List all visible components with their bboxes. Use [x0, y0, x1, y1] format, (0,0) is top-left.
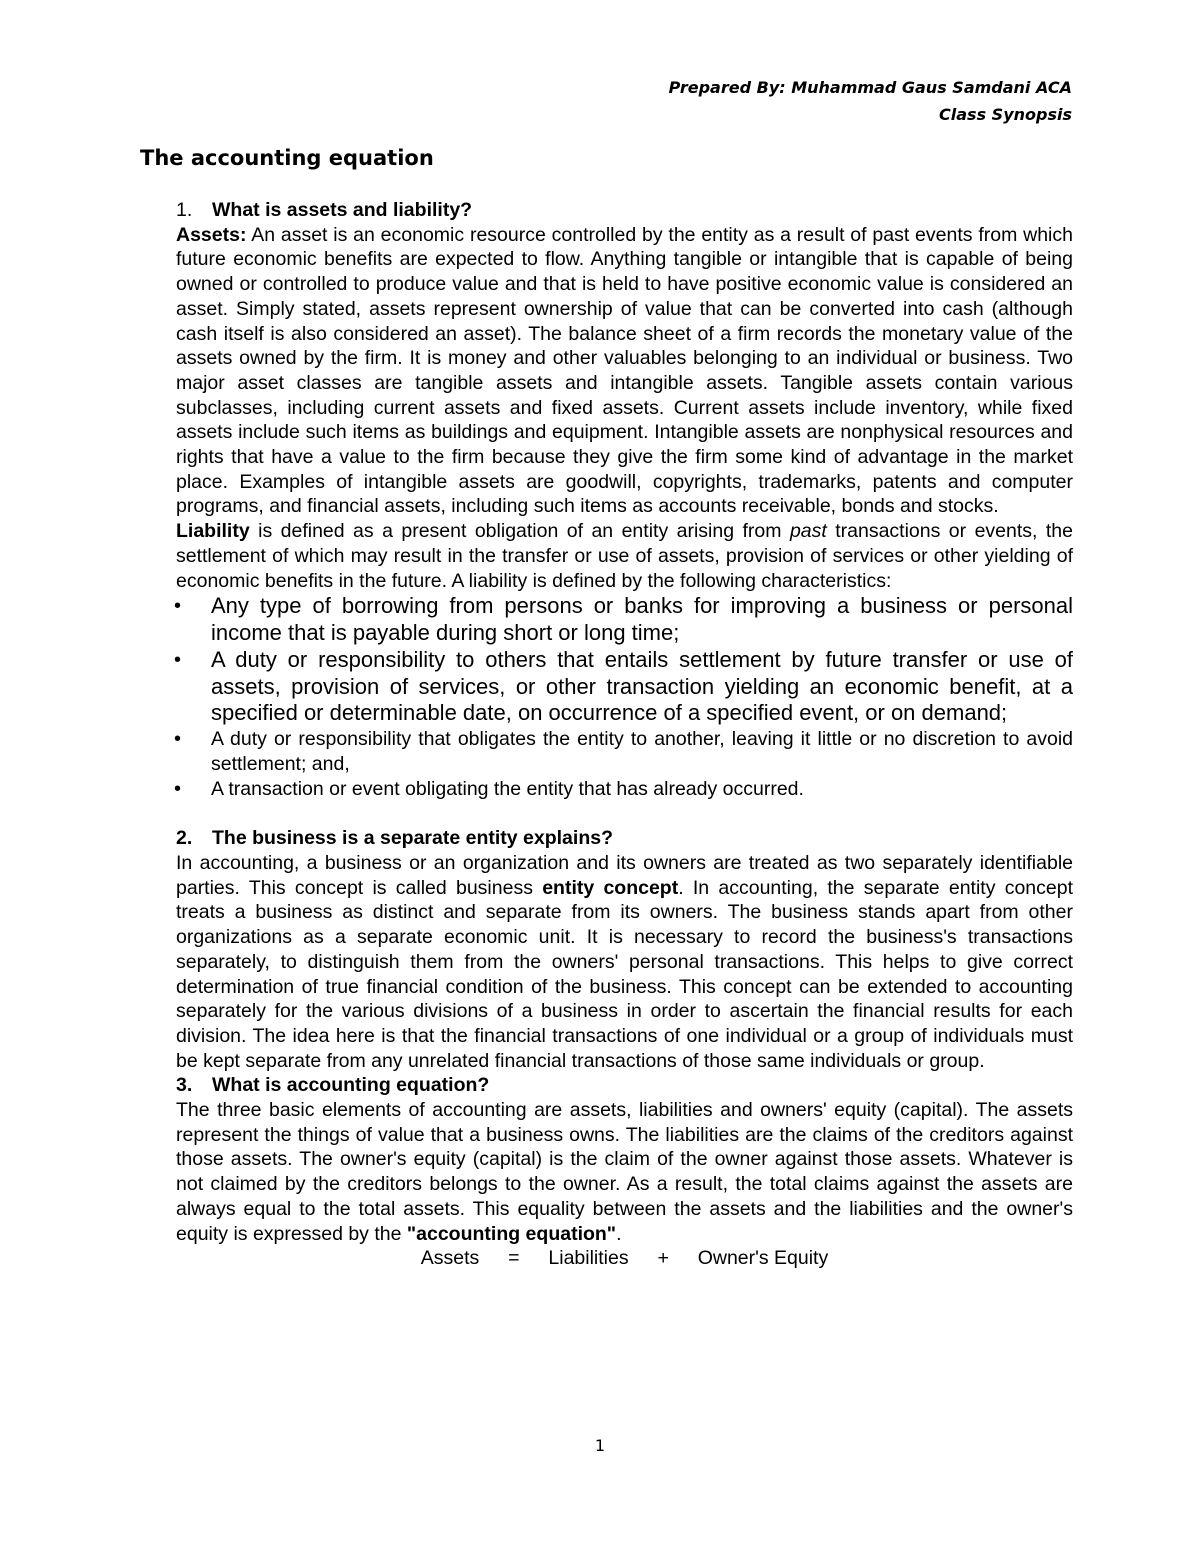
section-1-heading: [176, 198, 1073, 223]
section-2-number: 2.: [176, 827, 193, 850]
equation-plus: +: [657, 1247, 669, 1270]
liability-paragraph: [176, 519, 1073, 593]
assets-label: Assets:: [176, 223, 247, 246]
list-item: • Any type of borrowing from persons or banks for improving a business or personal income that is payable during short or long time;: [176, 593, 1073, 647]
list-item: • A transaction or event obligating the entity that has already occurred.: [176, 777, 1073, 802]
page-title: The accounting equation: [140, 146, 434, 170]
separate-entity-paragraph: [176, 851, 1073, 1073]
equation-text-b: .: [616, 1222, 622, 1245]
entity-text-a: In accounting, a business or an organization and its owners are treated as two separately identifiable parties. This concept is called business: [176, 852, 1073, 899]
equation-equals: =: [508, 1247, 520, 1270]
accounting-equation-bold: "accounting equation": [406, 1222, 617, 1245]
liability-label: Liability: [176, 520, 250, 543]
entity-text-b: . In accounting, the separate entity concept treats a business as distinct and separate from its owners. The business stands apart from other organizations as a separate economic unit. It is necessary to record the business's transactions separately, to distinguish them from the owners' personal transactions. This helps to give correct determination of true financial condition of the business. This concept can be extended to accounting separately for the various divisions of a business in order to ascertain the financial results for each division. The idea here is that the financial transactions of one individual or a group of individuals must be kept separate from any unrelated financial transactions of those same individuals or group.: [176, 876, 1074, 1072]
equation-owners-equity: Owner's Equity: [697, 1247, 829, 1270]
header-author: Prepared By: Muhammad Gaus Samdani ACA: [668, 78, 1072, 97]
section-3-heading: [176, 1073, 1073, 1098]
section-2-heading: [176, 826, 1073, 851]
section-3-number: 3.: [176, 1074, 193, 1097]
spacer: [176, 801, 1073, 826]
section-1-title: What is assets and liability?: [212, 199, 473, 221]
liability-text-a: is defined as a present obligation of an entity arising from: [249, 520, 790, 543]
liability-text-b: transactions or events, the settlement of which may result in the transfer or use of assets, provision of services or other yielding of economic benefits in the future. A liability is defined by the following characteristics:: [176, 520, 1073, 592]
assets-paragraph: [176, 223, 1073, 519]
liability-italic: past: [789, 520, 827, 543]
section-2-title: The business is a separate entity explains?: [212, 827, 613, 850]
entity-concept-bold: entity concept: [542, 876, 679, 899]
accounting-equation-paragraph: [176, 1098, 1073, 1246]
header-subtitle: Class Synopsis: [939, 105, 1072, 124]
accounting-equation-formula: [176, 1246, 1073, 1271]
section-1-number: 1.: [176, 199, 193, 221]
section-3-title: What is accounting equation?: [212, 1074, 490, 1097]
liability-characteristics-list: [176, 593, 1073, 801]
page-number: 1: [594, 1436, 606, 1455]
equation-text-a: The three basic elements of accounting are assets, liabilities and owners' equity (capital). The assets represent the things of value that a business owns. The liabilities are the claims of the creditors against those assets. The owner's equity (capital) is the claim of the owner against those assets. Whatever is not claimed by the creditors belongs to the owner. As a result, the total claims against the assets are always equal to the total assets. This equality between the assets and the liabilities and the owner's equity is expressed by the: [176, 1099, 1073, 1245]
list-item: • A duty or responsibility that obligates the entity to another, leaving it little or no discretion to avoid settlement; and,: [176, 727, 1073, 776]
equation-liabilities: Liabilities: [548, 1247, 629, 1270]
assets-text: An asset is an economic resource controlled by the entity as a result of past events from which future economic benefits are expected to flow. Anything tangible or intangible that is capable of being owned or controlled to produce value and that is held to have positive economic value is considered an asset. Simply stated, assets represent ownership of value that can be converted into cash (although cash itself is also considered an asset). The balance sheet of a firm records the monetary value of the assets owned by the firm. It is money and other valuables belonging to an individual or business. Two major asset classes are tangible assets and intangible assets. Tangible assets contain various subclasses, including current assets and fixed assets. Current assets include inventory, while fixed assets include such items as buildings and equipment. Intangible assets are nonphysical resources and rights that have a value to the firm because they give the firm some kind of advantage in the market place. Examples of intangible assets are goodwill, copyrights, trademarks, patents and computer programs, and financial assets, including such items as accounts receivable, bonds and stocks.: [176, 223, 1073, 518]
list-item: • A duty or responsibility to others that entails settlement by future transfer or use of assets, provision of services, or other transaction yielding an economic benefit, at a specified or determinable date, on occurrence of a specified event, or on demand;: [176, 647, 1073, 727]
document-body: [176, 198, 1073, 1271]
page-header: [669, 74, 1072, 128]
equation-assets: Assets: [420, 1247, 480, 1270]
